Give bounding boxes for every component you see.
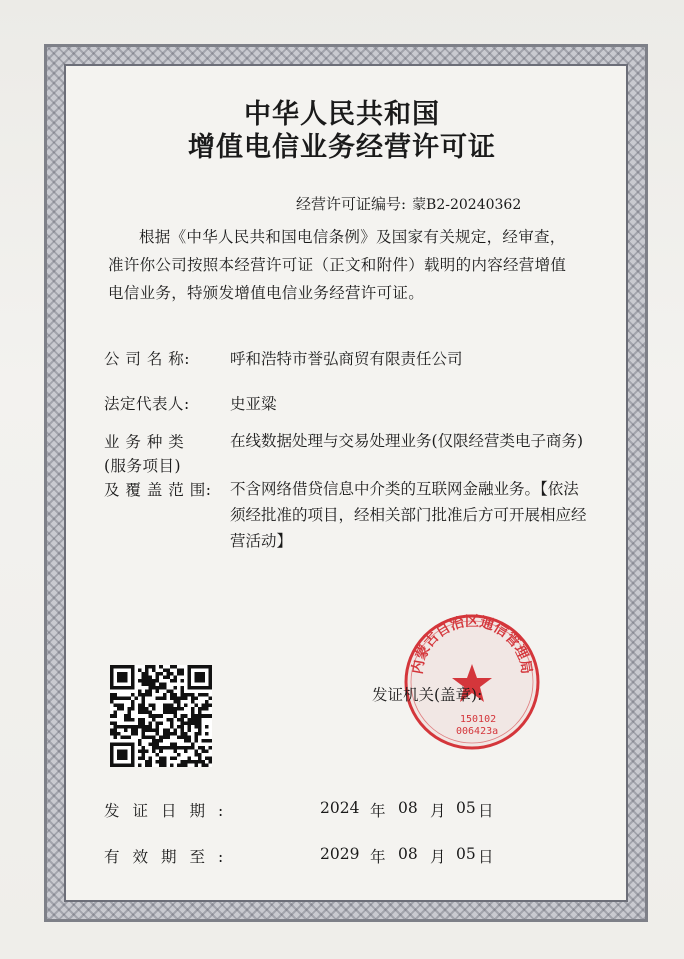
service-type-value: 在线数据处理与交易处理业务(仅限经营类电子商务) — [230, 432, 584, 450]
license-number-label: 经营许可证编号: — [296, 195, 407, 213]
title-line-1: 中华人民共和国 — [244, 99, 440, 130]
valid-until-year: 2029 — [320, 845, 360, 863]
seal-number-1: 150102 — [460, 714, 497, 725]
coverage-value: 不含网络借贷信息中介类的互联网金融业务。【依法须经批准的项目，经相关部门批准后方可开展相应经营活动】 — [230, 480, 587, 550]
valid-until-year-unit: 年 — [370, 848, 386, 866]
title-line-2: 增值电信业务经营许可证 — [188, 132, 496, 163]
seal-arc-text-path: 内蒙古自治区通信管理局 — [409, 614, 535, 676]
valid-until-day-unit: 日 — [478, 848, 494, 866]
valid-until-day: 05 — [456, 845, 476, 863]
issue-date-day-unit: 日 — [478, 802, 494, 820]
legal-rep-value: 史亚粱 — [230, 395, 277, 413]
legal-rep-label: 法定代表人: — [104, 395, 190, 413]
issue-date-day: 05 — [456, 799, 476, 817]
issue-date-label: 发证日期: — [104, 802, 237, 820]
company-name-value: 呼和浩特市誉弘商贸有限责任公司 — [230, 350, 463, 368]
service-type-label-1: 业 务 种 类 — [104, 433, 185, 451]
company-name-label: 公 司 名 称: — [104, 350, 191, 368]
valid-until-label: 有效期至: — [104, 848, 237, 866]
license-number — [296, 193, 521, 214]
issue-date-month: 08 — [398, 799, 418, 817]
valid-until-month-unit: 月 — [430, 848, 446, 866]
seal-number-2: 006423a — [456, 726, 499, 737]
issue-date-year: 2024 — [320, 799, 360, 817]
issuing-authority-label: 发证机关(盖章): — [372, 686, 483, 704]
service-type-label-3: 及 覆 盖 范 围: — [104, 481, 212, 499]
issue-date-month-unit: 月 — [430, 802, 446, 820]
valid-until-month: 08 — [398, 845, 418, 863]
intro-paragraph: 根据《中华人民共和国电信条例》及国家有关规定，经审查，准许你公司按照本经营许可证（正文和附件）载明的内容经营增值电信业务，特颁发增值电信业务经营许可证。 — [108, 228, 567, 302]
qr-code — [110, 665, 212, 767]
official-seal — [402, 612, 542, 752]
issue-date-year-unit: 年 — [370, 802, 386, 820]
license-number-value: 蒙B2-20240362 — [412, 197, 522, 213]
service-type-label-2: (服务项目) — [104, 457, 182, 475]
